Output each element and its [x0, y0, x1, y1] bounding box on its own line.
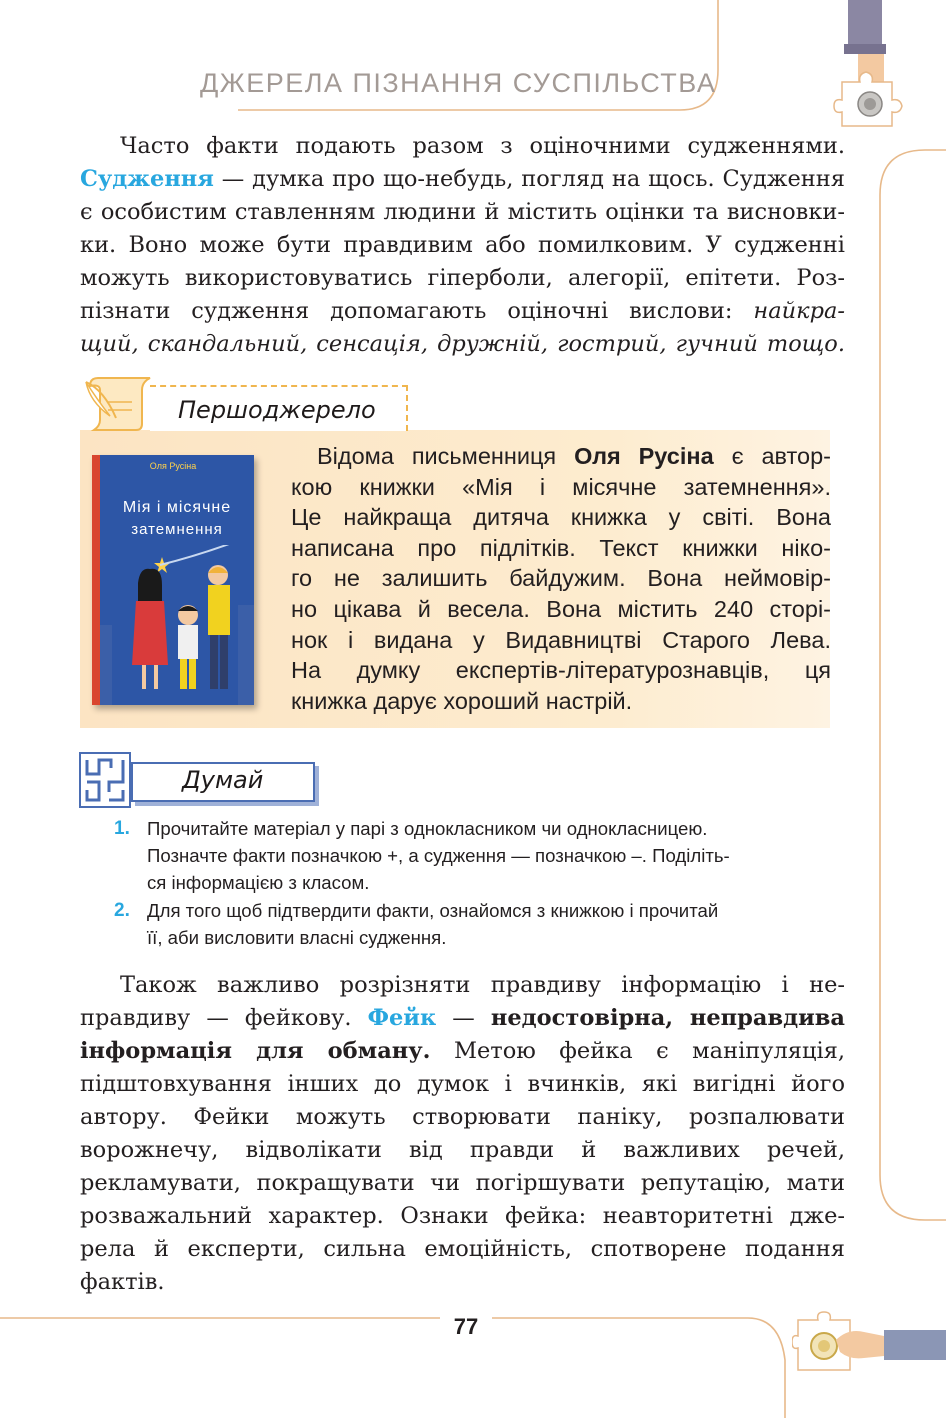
book-title-1: Мія і місячне: [122, 499, 232, 516]
book-spine: [92, 455, 100, 705]
section-title: ДЖЕРЕЛА ПІЗНАННЯ СУСПІЛЬСТВА: [200, 68, 717, 98]
source-text-part: є автор-: [713, 443, 831, 469]
fake-line: підштовхування інших до думок і вчинків, які вигідні його: [80, 1071, 845, 1097]
source-text: [291, 443, 831, 723]
scroll-quill-icon: [80, 372, 160, 434]
intro-line: є особистим ставленням людини й містить оцінки та висновки-: [80, 199, 845, 225]
source-line: написана про підлітків. Текст книжки ніко-: [291, 534, 831, 561]
fake-text: правдиву — фейкову.: [80, 1005, 368, 1031]
source-line: кою книжки «Мія і місячне затемнення».: [291, 473, 831, 500]
fake-line: автору. Фейки можуть створювати паніку, розпалювати: [80, 1104, 845, 1130]
source-text-part: Відома письменниця: [317, 443, 575, 469]
source-line: но цікава й весела. Вона містить 240 сторі-: [291, 596, 831, 622]
fake-line: Також важливо розрізняти правдиву інформацію і не-: [120, 972, 845, 998]
task-line: її, аби висловити власні судження.: [147, 927, 447, 948]
task-line: Позначте факти позначкою +, а судження — позначкою –. Поділіть-: [147, 845, 730, 866]
hand-puzzle-icon: [792, 1310, 946, 1380]
intro-line: [80, 166, 845, 192]
intro-line: ки. Воно може бути правдивим або помилковим. У судженні: [80, 232, 845, 258]
book-title-2: затемнення: [131, 521, 223, 538]
intro-line: [80, 298, 845, 324]
fake-line: фактів.: [80, 1269, 165, 1295]
source-line: Це найкраща дитяча книжка у світі. Вона: [291, 504, 831, 531]
fake-line: ворожнечу, відволікати від правди й важливих речей,: [80, 1137, 845, 1163]
task-list: [114, 818, 854, 958]
intro-paragraph: [80, 130, 845, 370]
intro-line: Часто факти подають разом з оціночними судженнями.: [120, 133, 845, 159]
task-line: ся інформацією з класом.: [147, 872, 370, 893]
fake-line: розважальний характер. Ознаки фейка: неавторитетні дже-: [80, 1203, 845, 1229]
fake-line: рела й експерти, сильна емоційність, спотворене подання: [80, 1236, 845, 1262]
source-line: книжка дарує хороший настрій.: [291, 687, 633, 714]
author-name: Оля Русіна: [574, 443, 714, 469]
intro-line: щий, скандальний, сенсація, дружній, гострий, гучний тощо.: [80, 331, 845, 357]
intro-text: пізнати судження допомагають оціночні вислови:: [80, 298, 754, 324]
fake-line: рекламувати, покращувати чи погіршувати репутацію, мати: [80, 1170, 845, 1196]
intro-italic: найкра-: [753, 298, 845, 324]
book-illustration: [100, 545, 254, 705]
fake-text: Метою фейка є маніпуляція,: [430, 1038, 845, 1064]
fake-paragraph: [80, 970, 845, 1300]
fake-definition: недостовірна, неправдива: [490, 1005, 845, 1031]
intro-text: — думка про що-небудь, погляд на щось. Судження: [213, 166, 845, 192]
source-line: го не залишить байдужим. Вона неймовір-: [291, 565, 831, 592]
page-number: 77: [453, 1314, 479, 1339]
fake-line: [80, 1038, 845, 1064]
term-judgement: Судження: [80, 166, 214, 192]
book-cover: [92, 455, 254, 705]
maze-icon: [79, 752, 131, 808]
fake-text: —: [436, 1005, 491, 1031]
task-line: Для того щоб підтвердити факти, ознайомся з книжкою і прочитай: [147, 900, 719, 921]
hand-puzzle-icon: [830, 0, 946, 130]
intro-line: можуть використовуватись гіперболи, алегорії, епітети. Роз-: [80, 265, 845, 291]
source-line: На думку експертів-літературознавців, ця: [291, 657, 831, 684]
task-number: 2.: [114, 900, 130, 921]
book-author: Оля Русіна: [149, 461, 197, 471]
task-number: 1.: [114, 818, 130, 839]
think-label: Думай: [182, 766, 264, 794]
task-line: Прочитайте матеріал у парі з однокласником чи однокласницею.: [147, 818, 708, 839]
fake-definition: інформація для обману.: [80, 1038, 431, 1064]
source-line: [291, 443, 831, 470]
source-label: Першоджерело: [178, 396, 376, 424]
fake-line: [80, 1005, 845, 1031]
term-fake: Фейк: [367, 1005, 437, 1031]
source-line: нок і видана у Видавництві Старого Лева.: [291, 626, 831, 653]
